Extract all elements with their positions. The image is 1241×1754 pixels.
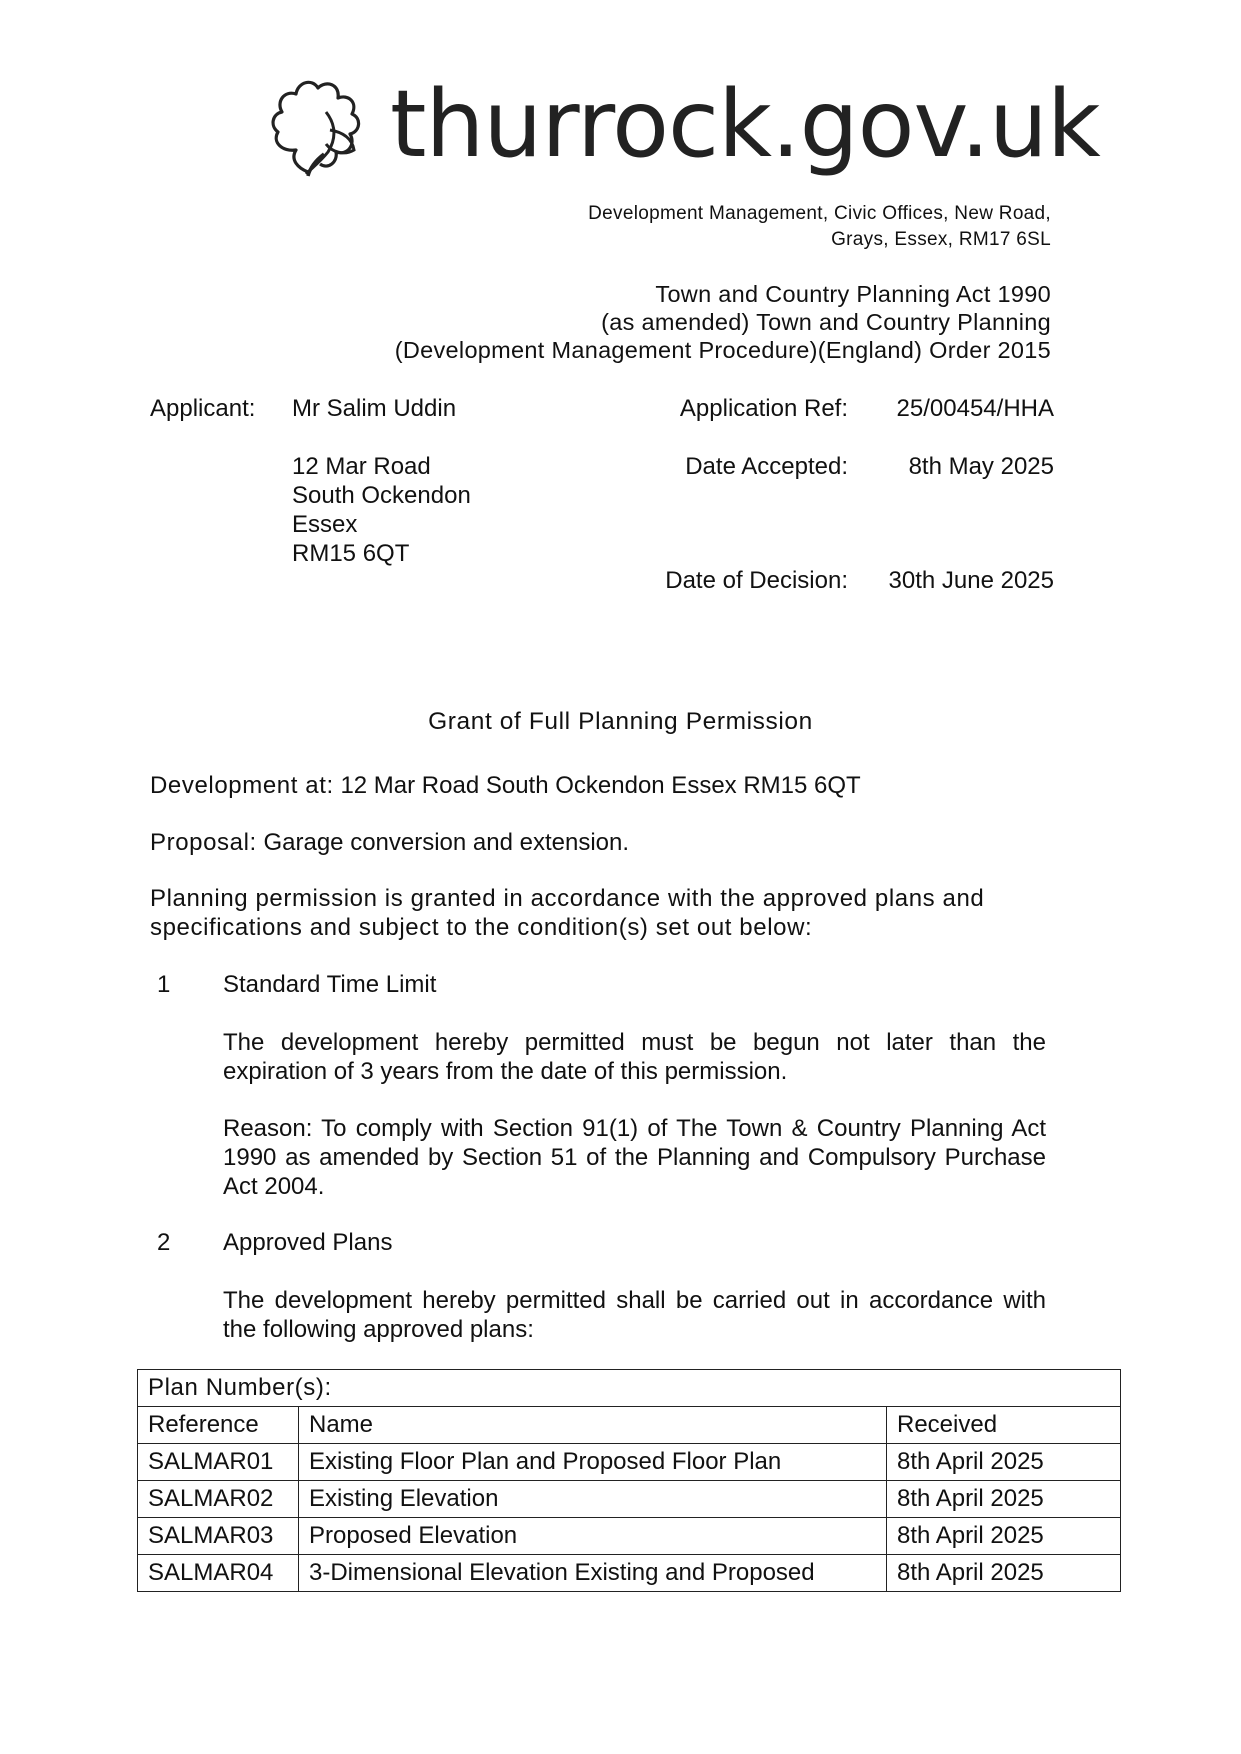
- table-row: [138, 1481, 1121, 1518]
- plan-received: 8th April 2025: [887, 1555, 1121, 1592]
- application-ref-label: Application Ref:: [679, 395, 848, 422]
- date-of-decision-label: Date of Decision:: [665, 567, 848, 594]
- applicant-address-line: South Ockendon: [292, 482, 471, 509]
- date-of-decision-value: 30th June 2025: [888, 567, 1054, 594]
- approved-plans-table: [137, 1369, 1121, 1592]
- condition-1-text: The development hereby permitted must be begun not later than the expiration of 3 years from the date of this permission.: [223, 1029, 1046, 1085]
- condition-2-text: The development hereby permitted shall be carried out in accordance with the following approved plans:: [223, 1287, 1046, 1343]
- plan-name: 3-Dimensional Elevation Existing and Proposed: [299, 1555, 887, 1592]
- table-caption-row: [138, 1370, 1121, 1407]
- table-row: [138, 1555, 1121, 1592]
- decision-title: Grant of Full Planning Permission: [428, 708, 813, 735]
- plan-reference: SALMAR04: [138, 1555, 299, 1592]
- proposal: [150, 828, 629, 857]
- applicant-address-line: RM15 6QT: [292, 540, 410, 567]
- development-at-value: 12 Mar Road South Ockendon Essex RM15 6QT: [340, 772, 861, 799]
- address-line-2: Grays, Essex, RM17 6SL: [831, 229, 1051, 250]
- permission-intro: Planning permission is granted in accordance with the approved plans and specifications and subject to the condition(s) set out below:: [150, 885, 985, 941]
- plan-received: 8th April 2025: [887, 1444, 1121, 1481]
- table-row: [138, 1518, 1121, 1555]
- act-heading: [395, 280, 1051, 364]
- plan-received: 8th April 2025: [887, 1481, 1121, 1518]
- condition-2-title: Approved Plans: [223, 1229, 393, 1256]
- thurrock-logo: [268, 70, 1100, 182]
- applicant-address-line: Essex: [292, 511, 358, 538]
- act-line-2: (as amended) Town and Country Planning: [601, 309, 1051, 335]
- applicant-name: Mr Salim Uddin: [292, 395, 457, 422]
- council-address: [588, 201, 1051, 253]
- condition-1-number: 1: [157, 971, 171, 998]
- address-line-1: Development Management, Civic Offices, New Road,: [588, 203, 1051, 224]
- table-caption: Plan Number(s):: [138, 1370, 1121, 1407]
- applicant-address: [292, 452, 471, 568]
- condition-1-title: Standard Time Limit: [223, 971, 437, 998]
- development-at-label: Development at:: [150, 772, 334, 799]
- date-accepted-label: Date Accepted:: [685, 453, 848, 480]
- table-header-row: [138, 1407, 1121, 1444]
- development-at: [150, 771, 861, 800]
- plan-reference: SALMAR02: [138, 1481, 299, 1518]
- act-line-3: (Development Management Procedure)(England) Order 2015: [394, 337, 1051, 363]
- plan-received: 8th April 2025: [887, 1518, 1121, 1555]
- column-header-received: Received: [887, 1407, 1121, 1444]
- condition-1-reason: Reason: To comply with Section 91(1) of The Town & Country Planning Act 1990 as amended by Section 51 of the Planning and Compulsory Purchase Act 2004.: [223, 1115, 1046, 1200]
- applicant-label: Applicant:: [150, 395, 256, 422]
- plan-name: Existing Floor Plan and Proposed Floor Plan: [299, 1444, 887, 1481]
- condition-2-number: 2: [157, 1229, 171, 1256]
- proposal-label: Proposal:: [150, 829, 257, 856]
- proposal-value: Garage conversion and extension.: [263, 829, 630, 856]
- plan-name: Proposed Elevation: [299, 1518, 887, 1555]
- column-header-name: Name: [299, 1407, 887, 1444]
- plan-name: Existing Elevation: [299, 1481, 887, 1518]
- date-accepted-value: 8th May 2025: [908, 453, 1054, 480]
- table-row: [138, 1444, 1121, 1481]
- plan-reference: SALMAR03: [138, 1518, 299, 1555]
- logo-wordmark: thurrock.gov.uk: [390, 70, 1100, 178]
- act-line-1: Town and Country Planning Act 1990: [655, 281, 1051, 307]
- applicant-address-line: 12 Mar Road: [292, 453, 431, 480]
- application-ref-value: 25/00454/HHA: [896, 395, 1054, 422]
- column-header-reference: Reference: [138, 1407, 299, 1444]
- plan-reference: SALMAR01: [138, 1444, 299, 1481]
- oak-leaf-icon: [268, 72, 378, 182]
